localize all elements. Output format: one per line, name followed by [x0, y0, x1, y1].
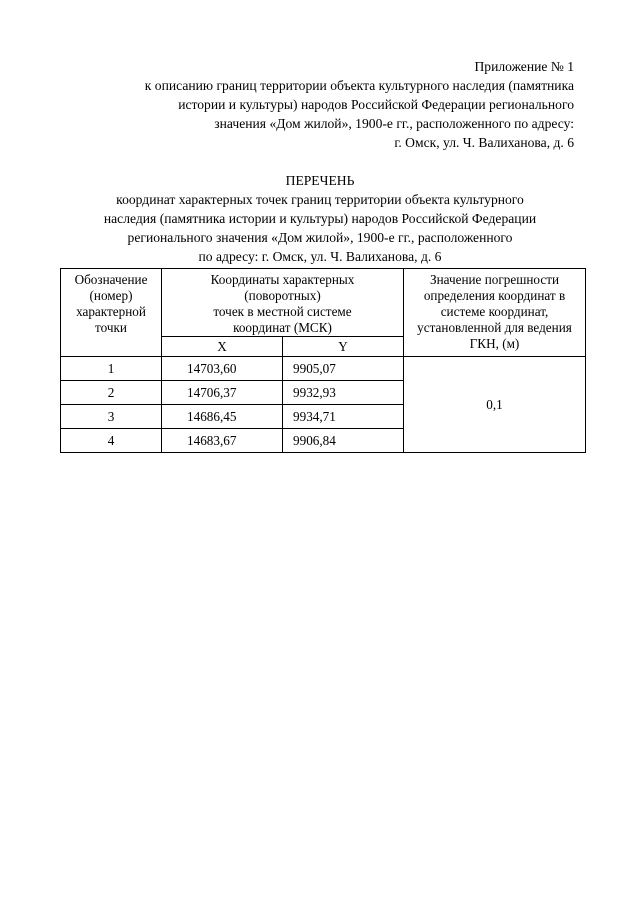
coord-x: 14683,67 [162, 429, 283, 453]
appendix-line: Приложение № 1 [474, 59, 574, 74]
appendix-line: к описанию границ территории объекта культурного наследия (памятника [144, 78, 574, 93]
coord-y: 9906,84 [283, 429, 404, 453]
coord-x: 14703,60 [162, 357, 283, 381]
point-number: 2 [61, 381, 162, 405]
heading-line: регионального значения «Дом жилой», 1900-е гг., расположенного [127, 230, 513, 245]
header-line: Координаты характерных [210, 272, 355, 287]
coord-y: 9934,71 [283, 405, 404, 429]
coord-y: 9932,93 [283, 381, 404, 405]
document-title: ПЕРЕЧЕНЬ [285, 173, 355, 188]
header-line: (поворотных) [244, 288, 321, 303]
appendix-block [145, 57, 574, 152]
header-error [404, 269, 586, 357]
coord-x: 14706,37 [162, 381, 283, 405]
point-number: 3 [61, 405, 162, 429]
point-number: 4 [61, 429, 162, 453]
heading-line: координат характерных точек границ территории объекта культурного [116, 192, 524, 207]
header-x: X [162, 337, 283, 357]
header-line: координат (МСК) [233, 320, 332, 335]
coord-y: 9905,07 [283, 357, 404, 381]
header-line: (номер) [89, 288, 133, 303]
appendix-line: значения «Дом жилой», 1900-е гг., расположенного по адресу: [214, 116, 574, 131]
document-heading [0, 171, 640, 266]
heading-line: наследия (памятника истории и культуры) народов Российской Федерации [103, 211, 537, 226]
header-line: установленной для ведения [417, 320, 572, 335]
header-designation [61, 269, 162, 357]
table-header-row [61, 269, 586, 337]
header-line: Обозначение [74, 272, 148, 287]
header-line: точки [95, 320, 127, 335]
header-line: Значение погрешности [429, 272, 560, 287]
header-line: ГКН, (м) [469, 336, 520, 351]
table-row [61, 357, 586, 381]
header-line: определения координат в [423, 288, 566, 303]
header-line: точек в местной системе [213, 304, 352, 319]
appendix-line: г. Омск, ул. Ч. Валиханова, д. 6 [394, 135, 574, 150]
coordinates-table [60, 268, 586, 453]
header-line: системе координат, [440, 304, 549, 319]
appendix-line: истории и культуры) народов Российской Федерации регионального [178, 97, 574, 112]
point-number: 1 [61, 357, 162, 381]
error-value: 0,1 [404, 357, 586, 453]
heading-line: по адресу: г. Омск, ул. Ч. Валиханова, д. 6 [198, 249, 442, 264]
header-line: характерной [76, 304, 146, 319]
coord-x: 14686,45 [162, 405, 283, 429]
header-y: Y [283, 337, 404, 357]
header-coordinates [162, 269, 404, 337]
